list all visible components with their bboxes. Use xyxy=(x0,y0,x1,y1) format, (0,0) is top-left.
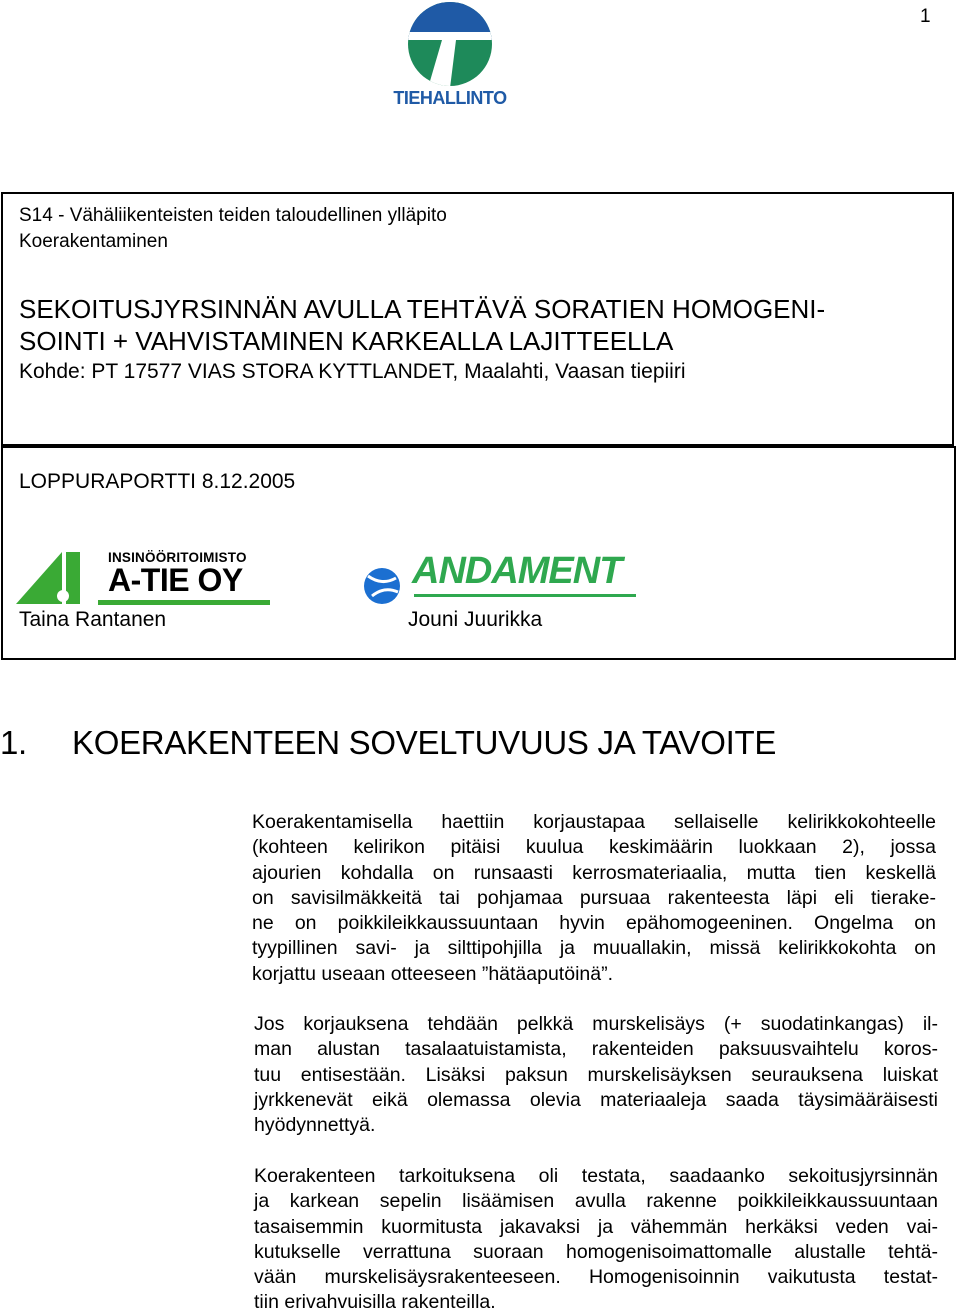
paragraph-1 xyxy=(252,810,936,987)
project-line: S14 - Vähäliikenteisten teiden taloudellinen ylläpito xyxy=(19,205,447,226)
paragraph-line: tiin erivahvuisilla rakenteilla. xyxy=(254,1291,496,1314)
paragraph-line: ja karkean sepelin lisäämisen avulla rakenne poikkileikkaussuuntaan xyxy=(254,1190,938,1213)
paragraph-line: tyypillinen savi- ja silttipohjilla ja muuallakin, missä kelirikkokohta on xyxy=(252,937,936,960)
paragraph-line: kutukselle verrattuna suoraan homogenisoimattomalle alustalle tehtä- xyxy=(254,1240,938,1263)
paragraph-line: ajourien kohdalla on runsaasti kerrosmateriaalia, mutta tien keskellä xyxy=(252,861,936,884)
paragraph-3 xyxy=(254,1164,938,1316)
paragraph-line: jyrkkenevät eikä olemassa olevia materiaaleja saada täysimääräisesti xyxy=(254,1088,938,1111)
kohde-line: Kohde: PT 17577 VIAS STORA KYTTLANDET, Maalahti, Vaasan tiepiiri xyxy=(19,360,686,383)
atie-small-text: INSINÖÖRITOIMISTO xyxy=(108,550,247,565)
paragraph-line: korjattu useaan otteeseen ”hätäaputöinä”. xyxy=(252,962,614,985)
tiehallinto-wordmark: TIEHALLINTO xyxy=(393,88,507,108)
author-juurikka: Jouni Juurikka xyxy=(408,608,543,631)
author-rantanen: Taina Rantanen xyxy=(19,608,167,631)
title-box xyxy=(1,192,954,446)
paragraph-line: hyödynnettyä. xyxy=(254,1114,376,1137)
paragraph-line: vään murskelisäysrakenteeseen. Homogenisoinnin vaikutusta testat- xyxy=(254,1266,938,1289)
paragraph-line: ne on poikkileikkaussuuntaan hyvin epähomogeeninen. Ongelma on xyxy=(252,912,936,935)
andament-globe-icon xyxy=(362,552,406,608)
atie-big-text: A-TIE OY xyxy=(108,562,243,598)
section-heading xyxy=(0,724,776,762)
paragraph-line: man alustan tasalaatuistamista, rakenteiden paksuusvaihtelu koros- xyxy=(254,1038,938,1061)
page-number: 1 xyxy=(920,6,931,27)
paragraph-line: Jos korjauksena tehdään pelkkä murskelisäys (+ suodatinkangas) il- xyxy=(254,1013,938,1035)
report-heading-line-1: SEKOITUSJYRSINNÄN AVULLA TEHTÄVÄ SORATIEN HOMOGENI- xyxy=(19,294,826,324)
paragraph-line: Koerakenteen tarkoituksena oli testata, saadaanko sekoitusjyrsinnän xyxy=(254,1165,938,1187)
section-title: KOERAKENTEEN SOVELTUVUUS JA TAVOITE xyxy=(72,724,777,761)
report-date: LOPPURAPORTTI 8.12.2005 xyxy=(19,470,296,493)
paragraph-line: tasaisemmin kuormitusta jakavaksi ja vähemmän herkäksi veden vai- xyxy=(254,1215,938,1238)
subproject-line: Koerakentaminen xyxy=(19,231,168,252)
andament-underline xyxy=(414,594,636,597)
paragraph-line: on savisilmäkkeitä tai pohjamaa pursuaa rakenteesta läpi eli tierake- xyxy=(252,886,936,909)
andament-logo xyxy=(362,552,642,608)
paragraph-2 xyxy=(254,1012,938,1138)
tiehallinto-logo xyxy=(380,0,520,112)
paragraph-line: (kohteen kelirikon pitäisi kuulua keskimäärin luokkaan 2), jossa xyxy=(252,836,936,859)
andament-wordmark: ANDAMENT xyxy=(412,550,622,592)
tiehallinto-emblem-icon xyxy=(380,0,520,88)
paragraph-line: tuu entisestään. Lisäksi paksun murskelisäyksen seurauksena luiskat xyxy=(254,1063,938,1086)
atie-logo xyxy=(16,548,276,608)
section-number: 1. xyxy=(0,724,27,761)
report-heading-line-2: SOINTI + VAHVISTAMINEN KARKEALLA LAJITTEELLA xyxy=(19,326,674,356)
paragraph-line: Koerakentamisella haettiin korjaustapaa sellaiselle kelirikkokohteelle xyxy=(252,811,936,833)
